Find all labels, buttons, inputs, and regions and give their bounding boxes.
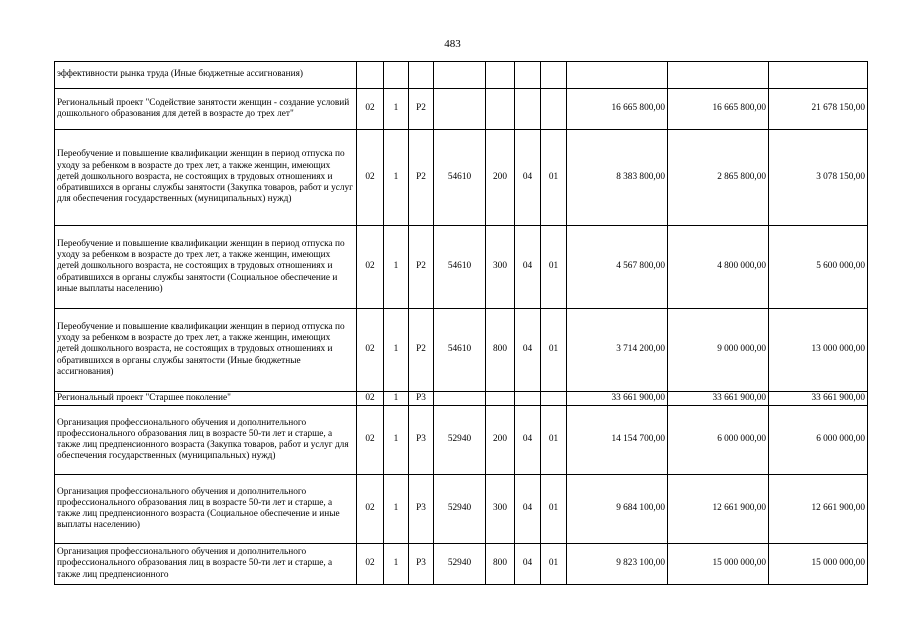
amount-year-2-cell: 2 865 800,00 xyxy=(668,130,769,226)
code-direction-cell xyxy=(434,62,486,89)
code-program-cell: 02 xyxy=(357,475,384,544)
code-direction-cell: 52940 xyxy=(434,544,486,585)
code-section-cell: 04 xyxy=(515,475,541,544)
row-name-cell: Переобучение и повышение квалификации женщин в период отпуска по уходу за ребенком в возрасте до трех лет, а также женщин, имеющих детей дошкольного возраста, не состоящих в трудовых отношениях и обратившихся в органы службы занятости (Социальное обеспечение и иные выплаты населению) xyxy=(55,226,357,309)
code-expense-type-cell: 300 xyxy=(486,226,515,309)
code-expense-type-cell: 300 xyxy=(486,475,515,544)
amount-year-1-cell: 8 383 800,00 xyxy=(567,130,668,226)
code-program-cell: 02 xyxy=(357,226,384,309)
code-section-cell xyxy=(515,392,541,406)
row-name-cell: Переобучение и повышение квалификации женщин в период отпуска по уходу за ребенком в возрасте до трех лет, а также женщин, имеющих детей дошкольного возраста, не состоящих в трудовых отношениях и обратившихся в органы службы занятости (Иные бюджетные ассигнования) xyxy=(55,309,357,392)
code-expense-type-cell xyxy=(486,392,515,406)
table-row xyxy=(55,475,868,544)
budget-table xyxy=(54,61,868,585)
row-name-cell: Организация профессионального обучения и дополнительного профессионального образования лиц в возрасте 50-ти лет и старше, а также лиц предпенсионного xyxy=(55,544,357,585)
code-project-cell: P3 xyxy=(409,475,434,544)
amount-year-3-cell: 6 000 000,00 xyxy=(769,406,868,475)
code-program-cell xyxy=(357,62,384,89)
amount-year-3-cell: 33 661 900,00 xyxy=(769,392,868,406)
code-subprogram-cell: 1 xyxy=(384,89,409,130)
amount-year-2-cell: 6 000 000,00 xyxy=(668,406,769,475)
code-project-cell: P2 xyxy=(409,89,434,130)
code-section-cell: 04 xyxy=(515,406,541,475)
amount-year-3-cell: 15 000 000,00 xyxy=(769,544,868,585)
amount-year-2-cell xyxy=(668,62,769,89)
code-subprogram-cell: 1 xyxy=(384,406,409,475)
row-name-cell: Переобучение и повышение квалификации женщин в период отпуска по уходу за ребенком в возрасте до трех лет, а также женщин, имеющих детей дошкольного возраста, не состоящих в трудовых отношениях и обратившихся в органы службы занятости (Закупка товаров, работ и услуг для обеспечения государственных (муниципальных) нужд) xyxy=(55,130,357,226)
code-direction-cell: 54610 xyxy=(434,130,486,226)
code-section-cell xyxy=(515,89,541,130)
amount-year-3-cell: 3 078 150,00 xyxy=(769,130,868,226)
code-expense-type-cell: 800 xyxy=(486,544,515,585)
code-project-cell xyxy=(409,62,434,89)
code-subsection-cell xyxy=(541,392,567,406)
amount-year-2-cell: 9 000 000,00 xyxy=(668,309,769,392)
amount-year-1-cell: 4 567 800,00 xyxy=(567,226,668,309)
row-name-cell: Организация профессионального обучения и дополнительного профессионального образования лиц в возрасте 50-ти лет и старше, а также лиц предпенсионного возраста (Закупка товаров, работ и услуг для обеспечения государственных (муниципальных) нужд) xyxy=(55,406,357,475)
code-expense-type-cell: 200 xyxy=(486,130,515,226)
code-direction-cell xyxy=(434,89,486,130)
amount-year-1-cell: 9 684 100,00 xyxy=(567,475,668,544)
code-project-cell: P3 xyxy=(409,406,434,475)
code-expense-type-cell: 800 xyxy=(486,309,515,392)
code-subprogram-cell xyxy=(384,62,409,89)
code-project-cell: P3 xyxy=(409,392,434,406)
amount-year-2-cell: 16 665 800,00 xyxy=(668,89,769,130)
code-subprogram-cell: 1 xyxy=(384,226,409,309)
code-program-cell: 02 xyxy=(357,544,384,585)
row-name-cell: эффективности рынка труда (Иные бюджетные ассигнования) xyxy=(55,62,357,89)
code-subsection-cell: 01 xyxy=(541,309,567,392)
code-subsection-cell: 01 xyxy=(541,475,567,544)
code-subsection-cell: 01 xyxy=(541,406,567,475)
amount-year-2-cell: 4 800 000,00 xyxy=(668,226,769,309)
amount-year-2-cell: 15 000 000,00 xyxy=(668,544,769,585)
code-subprogram-cell: 1 xyxy=(384,544,409,585)
code-direction-cell: 52940 xyxy=(434,475,486,544)
amount-year-1-cell: 33 661 900,00 xyxy=(567,392,668,406)
amount-year-3-cell: 13 000 000,00 xyxy=(769,309,868,392)
code-subsection-cell: 01 xyxy=(541,130,567,226)
amount-year-1-cell: 16 665 800,00 xyxy=(567,89,668,130)
code-direction-cell: 54610 xyxy=(434,226,486,309)
row-name-cell: Региональный проект "Старшее поколение" xyxy=(55,392,357,406)
code-section-cell: 04 xyxy=(515,544,541,585)
code-program-cell: 02 xyxy=(357,406,384,475)
table-row xyxy=(55,406,868,475)
row-name-cell: Организация профессионального обучения и дополнительного профессионального образования лиц в возрасте 50-ти лет и старше, а также лиц предпенсионного возраста (Социальное обеспечение и иные выплаты населению) xyxy=(55,475,357,544)
amount-year-1-cell: 3 714 200,00 xyxy=(567,309,668,392)
code-direction-cell xyxy=(434,392,486,406)
amount-year-2-cell: 33 661 900,00 xyxy=(668,392,769,406)
code-subprogram-cell: 1 xyxy=(384,130,409,226)
code-section-cell: 04 xyxy=(515,130,541,226)
amount-year-2-cell: 12 661 900,00 xyxy=(668,475,769,544)
code-expense-type-cell: 200 xyxy=(486,406,515,475)
code-direction-cell: 54610 xyxy=(434,309,486,392)
amount-year-3-cell: 12 661 900,00 xyxy=(769,475,868,544)
table-row xyxy=(55,226,868,309)
code-project-cell: P3 xyxy=(409,544,434,585)
code-section-cell: 04 xyxy=(515,309,541,392)
code-subsection-cell: 01 xyxy=(541,544,567,585)
code-subprogram-cell: 1 xyxy=(384,392,409,406)
amount-year-3-cell xyxy=(769,62,868,89)
table-row xyxy=(55,392,868,406)
amount-year-1-cell: 14 154 700,00 xyxy=(567,406,668,475)
table-row xyxy=(55,544,868,585)
amount-year-1-cell xyxy=(567,62,668,89)
code-project-cell: P2 xyxy=(409,130,434,226)
row-name-cell: Региональный проект "Содействие занятости женщин - создание условий дошкольного образования для детей в возрасте до трех лет" xyxy=(55,89,357,130)
code-expense-type-cell xyxy=(486,62,515,89)
code-subprogram-cell: 1 xyxy=(384,309,409,392)
code-section-cell: 04 xyxy=(515,226,541,309)
code-project-cell: P2 xyxy=(409,309,434,392)
table-row xyxy=(55,130,868,226)
table-row xyxy=(55,89,868,130)
code-subsection-cell: 01 xyxy=(541,226,567,309)
amount-year-3-cell: 5 600 000,00 xyxy=(769,226,868,309)
code-subsection-cell xyxy=(541,62,567,89)
code-subsection-cell xyxy=(541,89,567,130)
code-subprogram-cell: 1 xyxy=(384,475,409,544)
code-direction-cell: 52940 xyxy=(434,406,486,475)
code-section-cell xyxy=(515,62,541,89)
page-number: 483 xyxy=(444,38,461,50)
table-row xyxy=(55,309,868,392)
code-program-cell: 02 xyxy=(357,309,384,392)
amount-year-1-cell: 9 823 100,00 xyxy=(567,544,668,585)
table-row xyxy=(55,62,868,89)
code-program-cell: 02 xyxy=(357,392,384,406)
code-program-cell: 02 xyxy=(357,130,384,226)
code-expense-type-cell xyxy=(486,89,515,130)
amount-year-3-cell: 21 678 150,00 xyxy=(769,89,868,130)
code-program-cell: 02 xyxy=(357,89,384,130)
code-project-cell: P2 xyxy=(409,226,434,309)
